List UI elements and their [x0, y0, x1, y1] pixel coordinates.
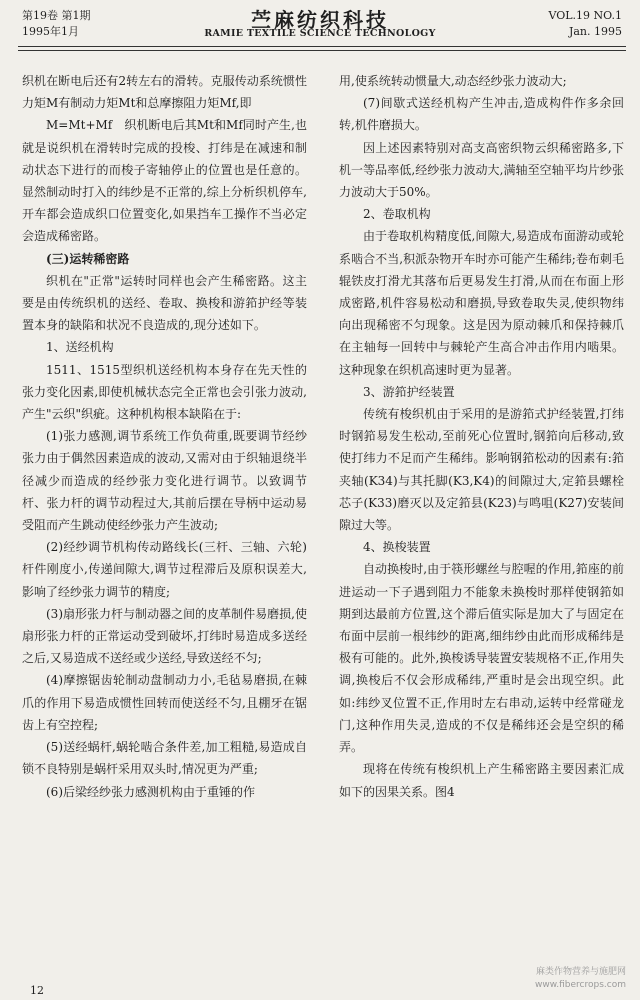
body-paragraph: 用,使系统转动惯量大,动态经纱张力波动大;	[339, 74, 567, 88]
body-paragraph: (3)扇形张力杆与制动器之间的皮革制件易磨损,使扇形张力杆的正常运动受到破坏,打纬时易造成多送经之后,又易造成不送经或少送经,导致送经不匀;	[22, 606, 307, 666]
body-paragraph: (5)送经蜗杆,蜗轮啮合条件差,加工粗糙,易造成自锁不良特别是蜗杆采用双头时,情况更为严重;	[22, 740, 307, 777]
body-paragraph: 传统有梭织机由于采用的是游筘式护经装置,打纬时钢筘易发生松动,至前死心位置时,钢筘向后移动,致使打纬力不足而产生稀纬。影响钢筘松动的因素有:筘夹轴(K34)与其托脚(K3,K4)的间隙过大,定筘县螺栓芯子(K33)磨灭以及定筘县(K23)与鸣咀(K27)安装间隙过大等。	[339, 407, 624, 533]
volume-issue-english	[548, 8, 622, 40]
journal-subtitle: RAMIE TEXTILE SCIENCE TECHNOLOGY	[204, 28, 436, 39]
body-paragraph: 因上述因素特别对高支高密织物云织稀密路多,下机一等品率低,经纱张力波动大,满轴至空轴平均片纱张力波动大于50%。	[339, 140, 624, 200]
watermark-line: 麻类作物营养与施肥网	[535, 967, 626, 977]
body-paragraph: (6)后梁经纱张力感测机构由于重锤的作	[46, 784, 255, 799]
body-paragraph: 2、卷取机构	[363, 207, 431, 222]
body-paragraph: 织机在断电后还有2转左右的滑转。克服传动系统惯性力矩M有制动力矩Mt和总摩擦阻力矩Mf,即	[22, 74, 307, 111]
body-paragraph: 1511、1515型织机送经机构本身存在先天性的张力变化因素,即使机械状态完全正常也会引张力波动,产生"云织"织疵。这种机构根本缺陷在于:	[22, 362, 307, 422]
body-paragraph: 1、送经机构	[46, 340, 114, 355]
body-paragraph: 自动换梭时,由于筷形螺丝与腔喔的作用,筘座的前进运动一下子遇到阻力不能象未换梭时那样使钢筘如期到达最前方位置,这个滞后值实际是加大了与固定在布面中层前一根纬纱的距离,细纬纱由此而形成稀纬是极有可能的。此外,换梭诱导装置安装规格不正,作用失调,换梭后不仅会形成稀纬,严重时是会出现空织。此如:纬纱叉位置不正,作用时左右串动,运转中经常碰龙门,这种作用失灵,造成的不仅是稀纬还会是空织的稀弄。	[339, 562, 624, 755]
volume-number-english: VOL.19 NO.1	[548, 9, 622, 22]
journal-header	[0, 0, 640, 44]
journal-title: 苎麻纺织科技	[251, 8, 389, 32]
publication-date: 1995年1月	[22, 25, 79, 38]
watermark-url: www.fibercrops.com	[535, 980, 626, 990]
right-column	[339, 70, 624, 803]
header-rule-top	[18, 46, 626, 47]
body-paragraph: 织机在"正常"运转时同样也会产生稀密路。这主要是由传统织机的送经、卷取、换梭和游筘护经等装置本身的缺陷和状况不良造成的,现分述如下。	[22, 273, 307, 333]
body-paragraph: (7)间歇式送经机构产生冲击,造成构件作多余回转,机件磨损大。	[339, 96, 624, 133]
body-paragraph: (2)经纱调节机构传动路线长(三杆、三轴、六轮)杆件刚度小,传递间隙大,调节过程滞后及原积误差大,影响了经纱张力调节的精度;	[22, 540, 307, 599]
left-column	[22, 70, 307, 803]
body-paragraph: 由于卷取机构精度低,间隙大,易造成布面游动或轮系啮合不当,积派杂物开车时亦可能产生稀纬;卷布刺毛辊铁皮打滑尤其落布后更易发生打滑,从而在布面上形成密路,机件容易松动和磨损,导致卷取失灵,使织物纬向出现稀密不匀现象。这是因为原动棘爪和保持棘爪在主轴每一回转中与棘轮产生高合冲击作用内啮果。这种现象在织机高速时更为显著。	[339, 229, 624, 377]
header-rule-bottom	[18, 50, 626, 51]
body-paragraph: 现将在传统有梭织机上产生稀密路主要因素汇成如下的因果关系。图4	[339, 762, 624, 799]
body-paragraph: M=Mt+Mf 织机断电后其Mt和Mf同时产生,也就是说织机在滑转时完成的投梭、打纬是在减速和制动状态下进行的而梭子寄轴停止的位置也是任意的。显然制动时打入的纬纱是不正常的,综上分析织机停车,开车都会造成织口位置变化,如果挡车工操作不当必定会造成稀密路。	[22, 118, 307, 244]
volume-issue-line: 第19卷 第1期	[22, 9, 91, 22]
body-paragraph: (4)摩擦锯齿轮制动盘制动力小,毛毡易磨损,在棘爪的作用下易造成惯性回转而使送经不匀,且棚牙在锯齿上有空控程;	[22, 673, 307, 732]
publication-date-english: Jan. 1995	[568, 25, 622, 38]
site-watermark	[535, 966, 626, 992]
section-heading: (三)运转稀密路	[46, 251, 130, 266]
body-paragraph: 3、游筘护经装置	[363, 384, 455, 399]
page-number: 12	[30, 984, 44, 997]
body-paragraph: (1)张力感测,调节系统工作负荷重,既要调节经纱张力由于偶然因素造成的波动,又需对由于织轴退绕半径减少而造成的经纱张力变化进行调节。以致调节杆、张力杆的调节动程过大,其前后摆在导柄中运动易受阻而产生跳动使经纱张力产生波动;	[22, 429, 307, 533]
body-paragraph: 4、换梭装置	[363, 540, 431, 555]
